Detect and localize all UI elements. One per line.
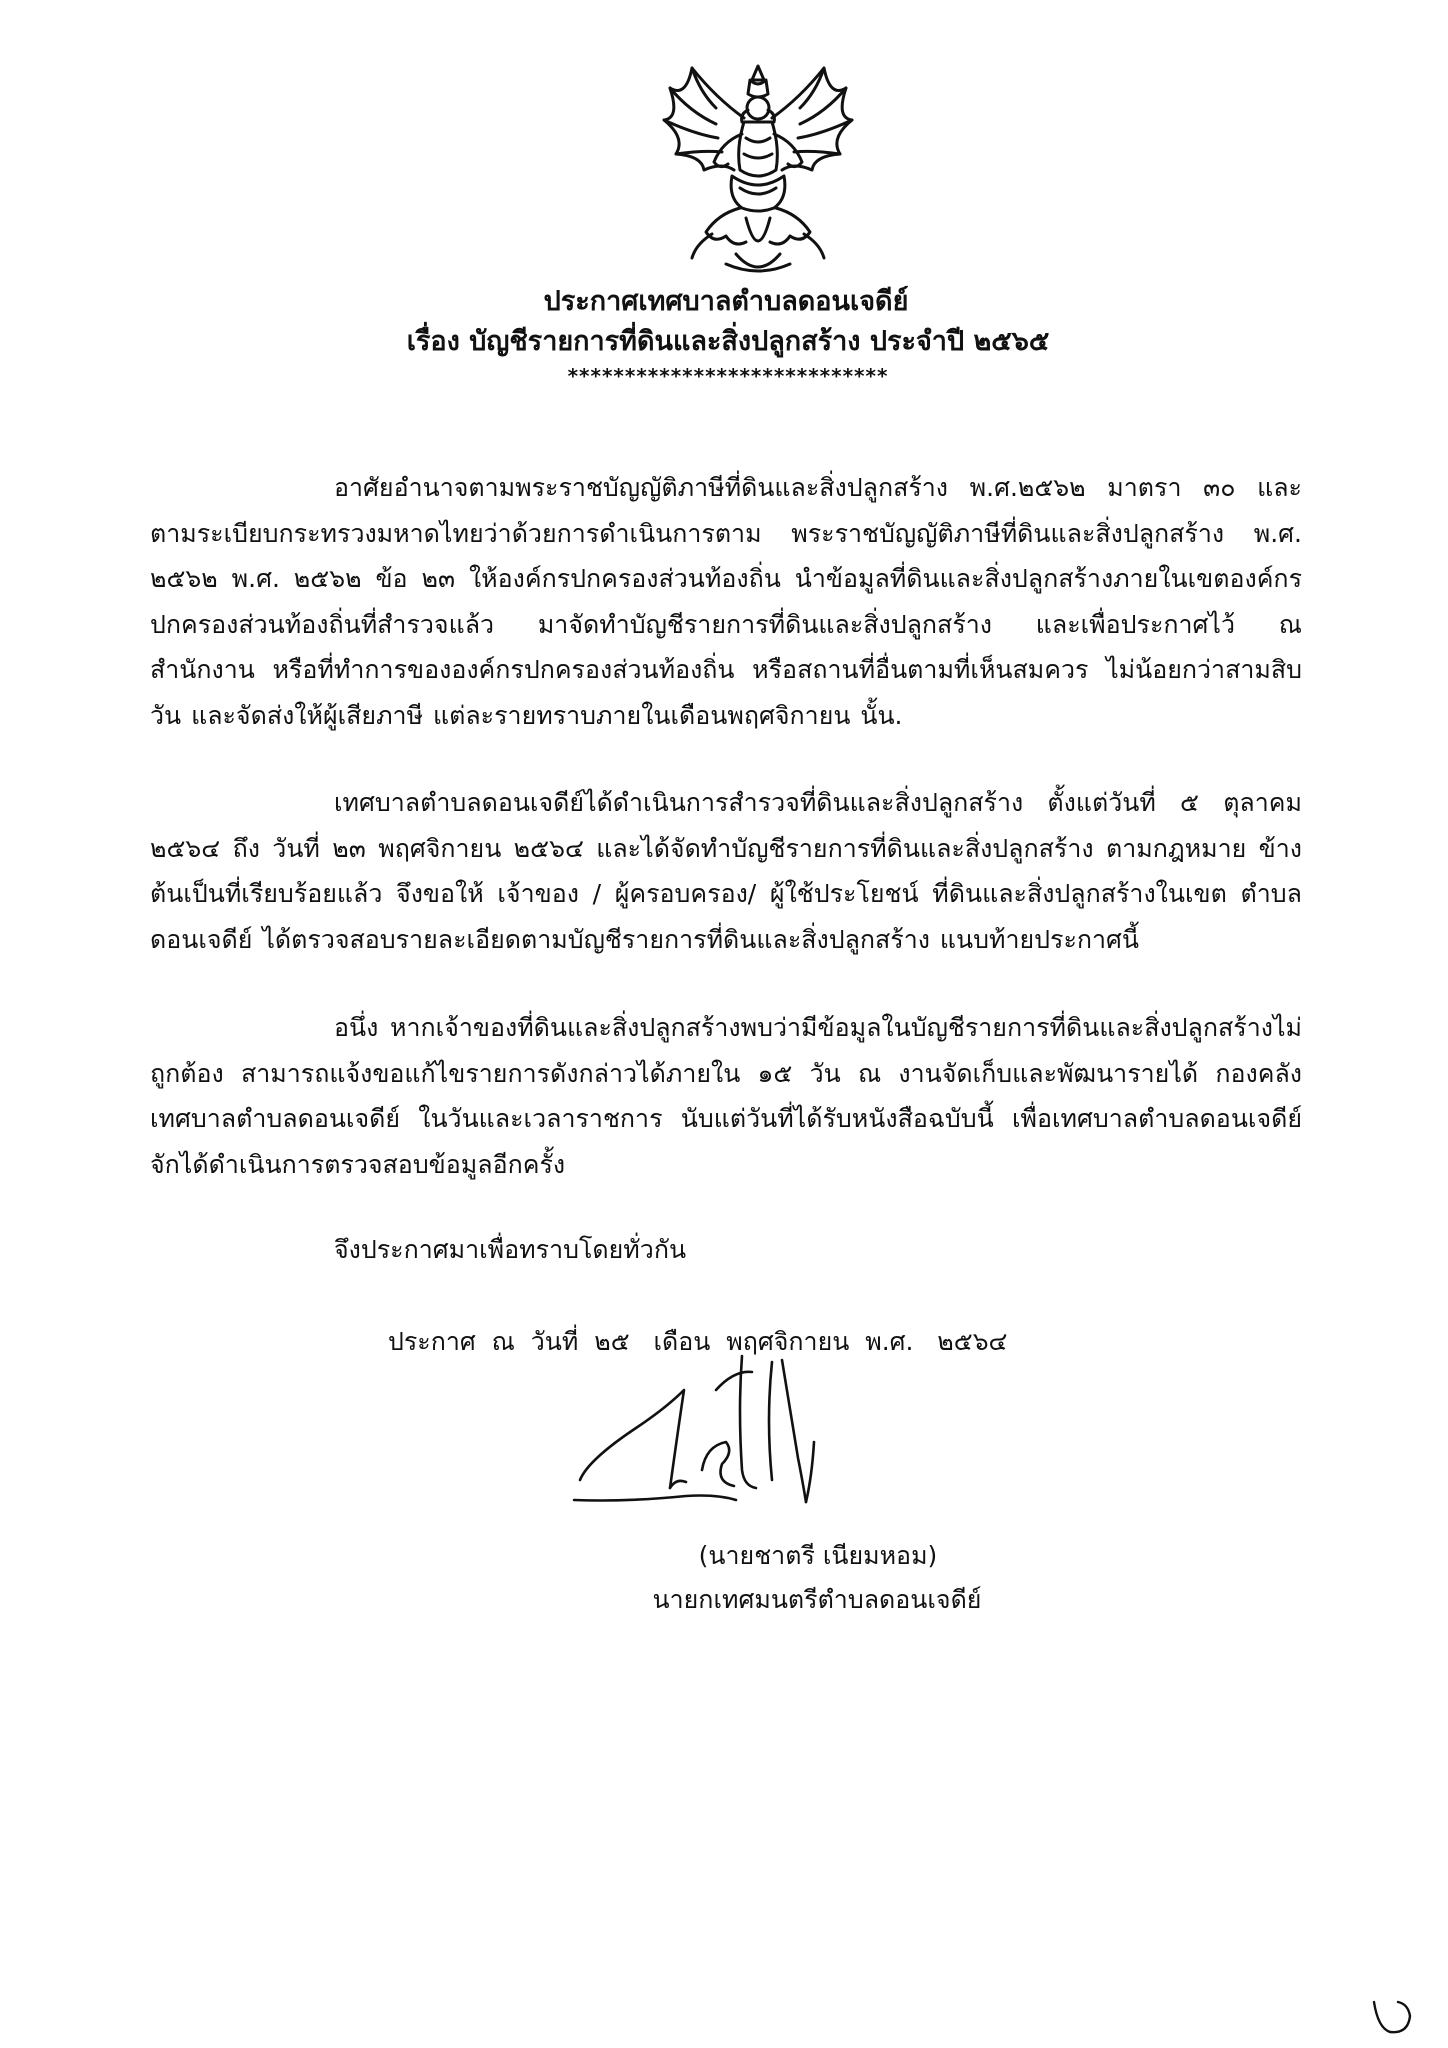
- signer-name: (นายชาตรี เนียมหอม): [698, 1541, 938, 1570]
- closing-statement: จึงประกาศมาเพื่อทราบโดยทั่วกัน: [334, 1235, 687, 1264]
- garuda-emblem-icon: [656, 58, 860, 280]
- signer-title: นายกเทศมนตรีตำบลดอนเจดีย์: [652, 1585, 982, 1614]
- paragraph-3: อนึ่ง หากเจ้าของที่ดินและสิ่งปลูกสร้างพบว่ามีข้อมูลในบัญชีรายการที่ดินและสิ่งปลูกสร้างไม่ ถูกต้อง สามารถแจ้งขอแก้ไขรายการดังกล่าวได้ภายใน ๑๕ วัน ณ งานจัดเก็บและพัฒนารายได้ กองคลัง เทศบาลตำบลดอนเจดีย์ ในวันและเวลาราชการ นับแต่วันที่ได้รับหนังสือฉบับนี้ เพื่อเทศบาลตำบลดอนเจดีย์ จักได้ดำเนินการตรวจสอบข้อมูลอีกครั้ง: [150, 1013, 1302, 1179]
- announcement-header: [0, 282, 1448, 390]
- document-title: ประกาศเทศบาลตำบลดอนเจดีย์: [543, 286, 909, 317]
- document-subject: เรื่อง บัญชีรายการที่ดินและสิ่งปลูกสร้าง ประจำปี ๒๕๖๕: [406, 326, 1050, 357]
- paragraph-2: เทศบาลตำบลดอนเจดีย์ได้ดำเนินการสำรวจที่ดินและสิ่งปลูกสร้าง ตั้งแต่วันที่ ๕ ตุลาคม ๒๕๖๔ ถึง วันที่ ๒๓ พฤศจิกายน ๒๕๖๔ และได้จัดทำบัญชีรายการที่ดินและสิ่งปลูกสร้าง ตามกฎหมาย ข้างต้นเป็นที่เรียบร้อยแล้ว จึงขอให้ เจ้าของ / ผู้ครอบครอง/ ผู้ใช้ประโยชน์ ที่ดินและสิ่งปลูกสร้างในเขต ตำบลดอนเจดีย์ ได้ตรวจสอบรายละเอียดตามบัญชีรายการที่ดินและสิ่งปลูกสร้าง แนบท้ายประกาศนี้: [150, 788, 1302, 954]
- paragraph-1: อาศัยอำนาจตามพระราชบัญญัติภาษีที่ดินและสิ่งปลูกสร้าง พ.ศ.๒๕๖๒ มาตรา ๓๐ และ ตามระเบียบกระทรวงมหาดไทยว่าด้วยการดำเนินการตาม พระราชบัญญัติภาษีที่ดินและสิ่งปลูกสร้าง พ.ศ. ๒๕๖๒ พ.ศ. ๒๕๖๒ ข้อ ๒๓ ให้องค์กรปกครองส่วนท้องถิ่น นำข้อมูลที่ดินและสิ่งปลูกสร้างภายในเขตองค์กร ปกครองส่วนท้องถิ่นที่สำรวจแล้ว มาจัดทำบัญชีรายการที่ดินและสิ่งปลูกสร้าง และเพื่อประกาศไว้ ณ สำนักงาน หรือที่ทำการขององค์กรปกครองส่วนท้องถิ่น หรือสถานที่อื่นตามที่เห็นสมควร ไม่น้อยกว่าสามสิบ วัน และจัดส่งให้ผู้เสียภาษี แต่ละรายทราบภายในเดือนพฤศจิกายน นั้น.: [150, 473, 1302, 730]
- handwritten-signature-icon: [566, 1350, 866, 1530]
- handwritten-page-mark-icon: [1368, 1994, 1416, 2038]
- signer-block: [0, 1534, 1448, 1622]
- title-separator: ****************************: [567, 364, 889, 388]
- announcement-date: ประกาศ ณ วันที่ ๒๕ เดือน พฤศจิกายน พ.ศ. ๒๕๖๔: [388, 1327, 1008, 1356]
